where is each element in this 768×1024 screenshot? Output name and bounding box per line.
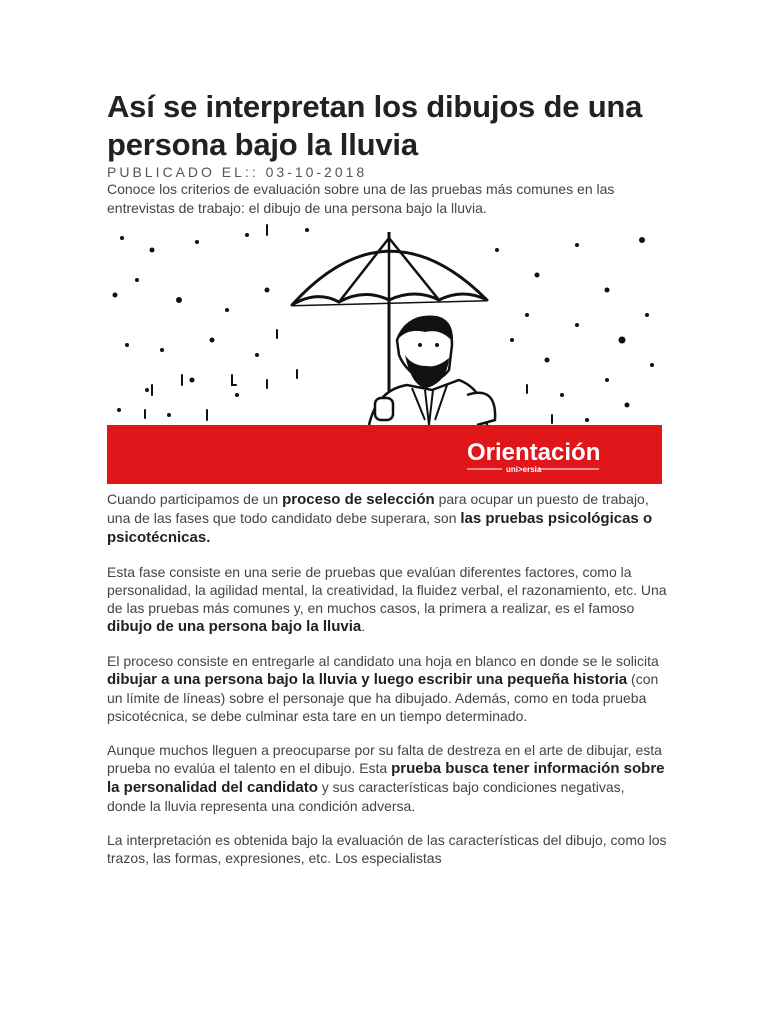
paragraph-3: El proceso consiste en entregarle al candidato una hoja en blanco en donde se le solicita dibujar a una persona bajo la lluvia y luego escribir una pequeña historia (con un límite de líneas) sobre el personaje que ha dibujado. Además, como en toda prueba psicotécnica, se debe culminar esta tare en un tiempo determinado.	[107, 653, 659, 724]
hero-image	[107, 220, 662, 484]
paragraph-4: Aunque muchos lleguen a preocuparse por su falta de destreza en el arte de dibujar, esta prueba no evalúa el talento en el dibujo. Esta prueba busca tener información sobre la personalidad del candidato y sus características bajo condiciones negativas, donde la lluvia representa una condición adversa.	[107, 742, 665, 814]
rain-strokes	[145, 225, 552, 423]
paragraph-2: Esta fase consiste en una serie de pruebas que evalúan diferentes factores, como la personalidad, la agilidad mental, la creatividad, la fluidez verbal, el razonamiento, etc. Una de las pruebas más comunes y, en muchos casos, la primera a realizar, es el famoso dibujo de una persona bajo la lluvia.	[107, 564, 667, 635]
article-title: Así se interpretan los dibujos de una persona bajo la lluvia	[107, 89, 643, 162]
brand-logo-text: Orientación	[467, 439, 601, 466]
article-summary: Conoce los criterios de evaluación sobre una de las pruebas más comunes en las entrevistas de trabajo: el dibujo de una persona bajo la lluvia.	[107, 181, 615, 216]
publish-date: PUBLICADO EL:: 03-10-2018	[107, 164, 368, 180]
paragraph-5: La interpretación es obtenida bajo la evaluación de las características del dibujo, como los trazos, las formas, expresiones, etc. Los especialistas	[107, 832, 667, 866]
umbrella-illustration	[107, 220, 662, 484]
article-body	[107, 490, 667, 883]
paragraph-1: Cuando participamos de un proceso de selección para ocupar un puesto de trabajo, una de las fases que todo candidato debe superara, son las pruebas psicológicas o psicotécnicas.	[107, 491, 653, 546]
article-header	[107, 88, 667, 218]
brand-logo-subtext: uni>ersia	[506, 465, 542, 474]
